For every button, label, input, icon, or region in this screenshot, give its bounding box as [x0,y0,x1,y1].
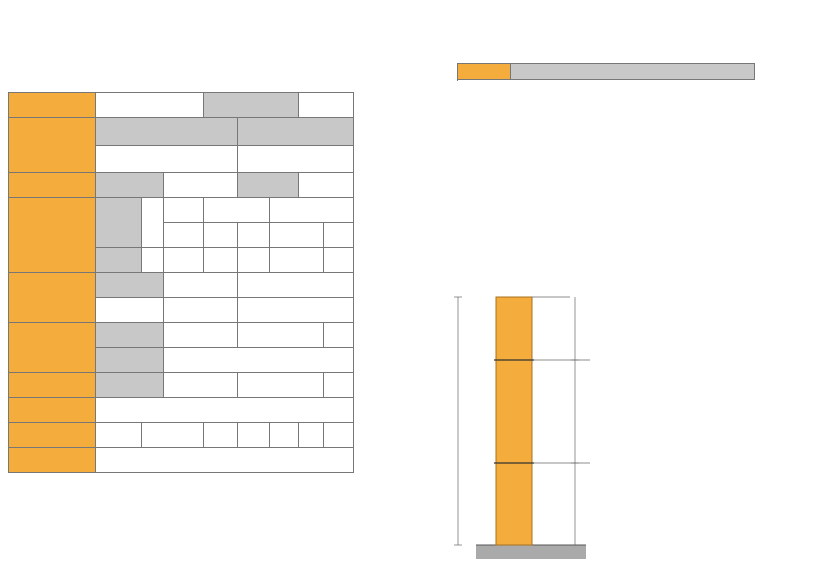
freestanding-label [96,118,238,146]
max-radius-value [164,173,238,198]
hoist-label [9,198,96,273]
speed-ii-high [238,223,270,248]
dimension-lines [454,297,590,545]
total-power-label [9,448,96,473]
gear-value [164,348,354,373]
trolley-label [9,273,96,323]
min-radius-value [299,173,354,198]
slew-power-label [96,323,164,348]
speed-iv-high [324,223,354,248]
load-ii-high [238,248,270,273]
trolley-power-label [96,273,164,298]
gear-label [96,348,164,373]
load-ii-low [204,248,238,273]
jib-length [96,423,142,448]
anchored-value [238,145,354,173]
iv-fall-label [270,198,354,223]
jib-length [299,423,324,448]
jib-length-label [9,423,96,448]
load-iv-high [324,248,354,273]
speed-ii-low [204,223,238,248]
jib-length [270,423,299,448]
climb-speed-value [324,373,354,398]
trolley-radius-value [164,298,238,323]
climb-power-value [164,373,238,398]
trolley-power-value [164,273,238,298]
load-t-label [164,248,204,273]
corner-label [458,64,511,80]
mechanism-title [56,10,78,30]
slew-power-value [164,323,238,348]
jib-length [238,423,270,448]
hoist-power-label [96,198,142,248]
total-power-value [96,448,354,473]
anchored-label [238,118,354,146]
speed-label [164,223,204,248]
slewing-label [9,323,96,373]
jib-length [142,423,204,448]
mechanism-table [8,92,354,473]
n-label [511,64,755,80]
anchorages-table [457,63,755,80]
trolley-speed-label [238,273,354,298]
slew-speed-value [324,323,354,348]
jib-length [324,423,354,448]
mast [496,297,532,545]
lift-height-label [9,118,96,173]
max-load-value [299,93,354,118]
climb-speed-label [238,373,324,398]
rated-moment-value [96,93,204,118]
min-radius-label [238,173,299,198]
max-radius-label [96,173,164,198]
rope-capacity-label [96,248,142,273]
climb-label [9,373,96,398]
rope-capacity-value [142,248,164,273]
radius-label [9,173,96,198]
ii-fall-label [204,198,270,223]
jib-length [204,423,238,448]
anchorages-title [525,22,533,42]
diag-cell [164,198,204,223]
slew-speed-label [238,323,324,348]
trolley-speed-value [238,298,354,323]
speed-iv-low [270,223,324,248]
load-iv-low [270,248,324,273]
max-load-label [204,93,299,118]
hoist-power-value [142,198,164,248]
freestanding-value [96,145,238,173]
trolley-radius-label [96,298,164,323]
climb-power-label [96,373,164,398]
rated-moment-label [9,93,96,118]
counter-jib-value [96,398,354,423]
ground [476,545,586,559]
counter-jib-label [9,398,96,423]
